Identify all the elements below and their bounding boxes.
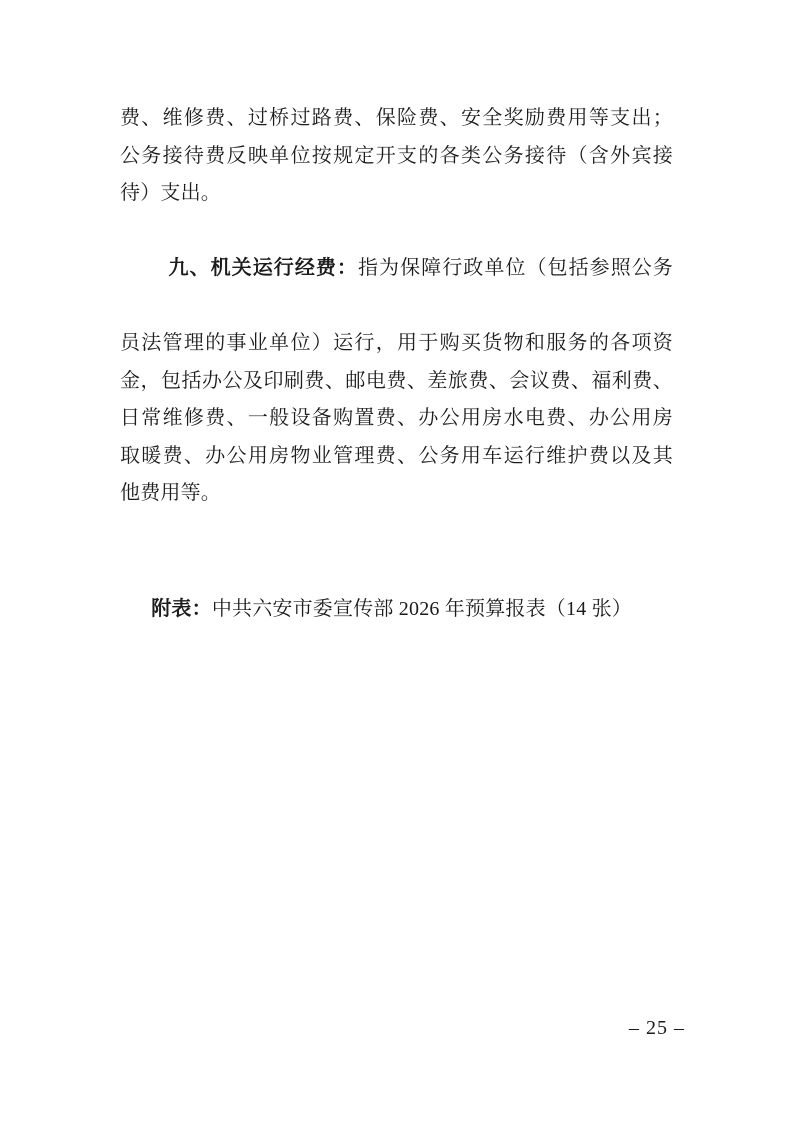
page-number: – 25 – xyxy=(629,1017,685,1039)
text-line xyxy=(120,213,673,326)
text-line: 待）支出。 xyxy=(120,182,221,204)
text-line: 他费用等。 xyxy=(120,482,221,504)
paragraph-1 xyxy=(120,100,673,213)
attachment-note xyxy=(120,554,673,667)
body-text xyxy=(120,100,673,666)
text-line: 金，包括办公及印刷费、邮电费、差旅费、会议费、福利费、 xyxy=(120,369,673,392)
text-line: 取暖费、办公用房物业管理费、公务用车运行维护费以及其 xyxy=(120,444,673,467)
paragraph-2 xyxy=(120,213,673,513)
section-heading-rest: 指为保障行政单位（包括参照公务 xyxy=(358,257,674,279)
text-line: 公务接待费反映单位按规定开支的各类公务接待（含外宾接 xyxy=(120,144,673,167)
text-line: 日常维修费、一般设备购置费、办公用房水电费、办公用房 xyxy=(120,407,673,429)
attachment-text: 中共六安市委宣传部 2026 年预算报表（14 张） xyxy=(211,598,633,620)
section-heading: 九、机关运行经费： xyxy=(168,257,358,279)
attachment-label: 附表： xyxy=(151,598,212,620)
text-line: 员法管理的事业单位）运行，用于购买货物和服务的各项资 xyxy=(120,332,673,354)
text-line: 费、维修费、过桥过路费、保险费、安全奖励费用等支出； xyxy=(120,107,673,129)
